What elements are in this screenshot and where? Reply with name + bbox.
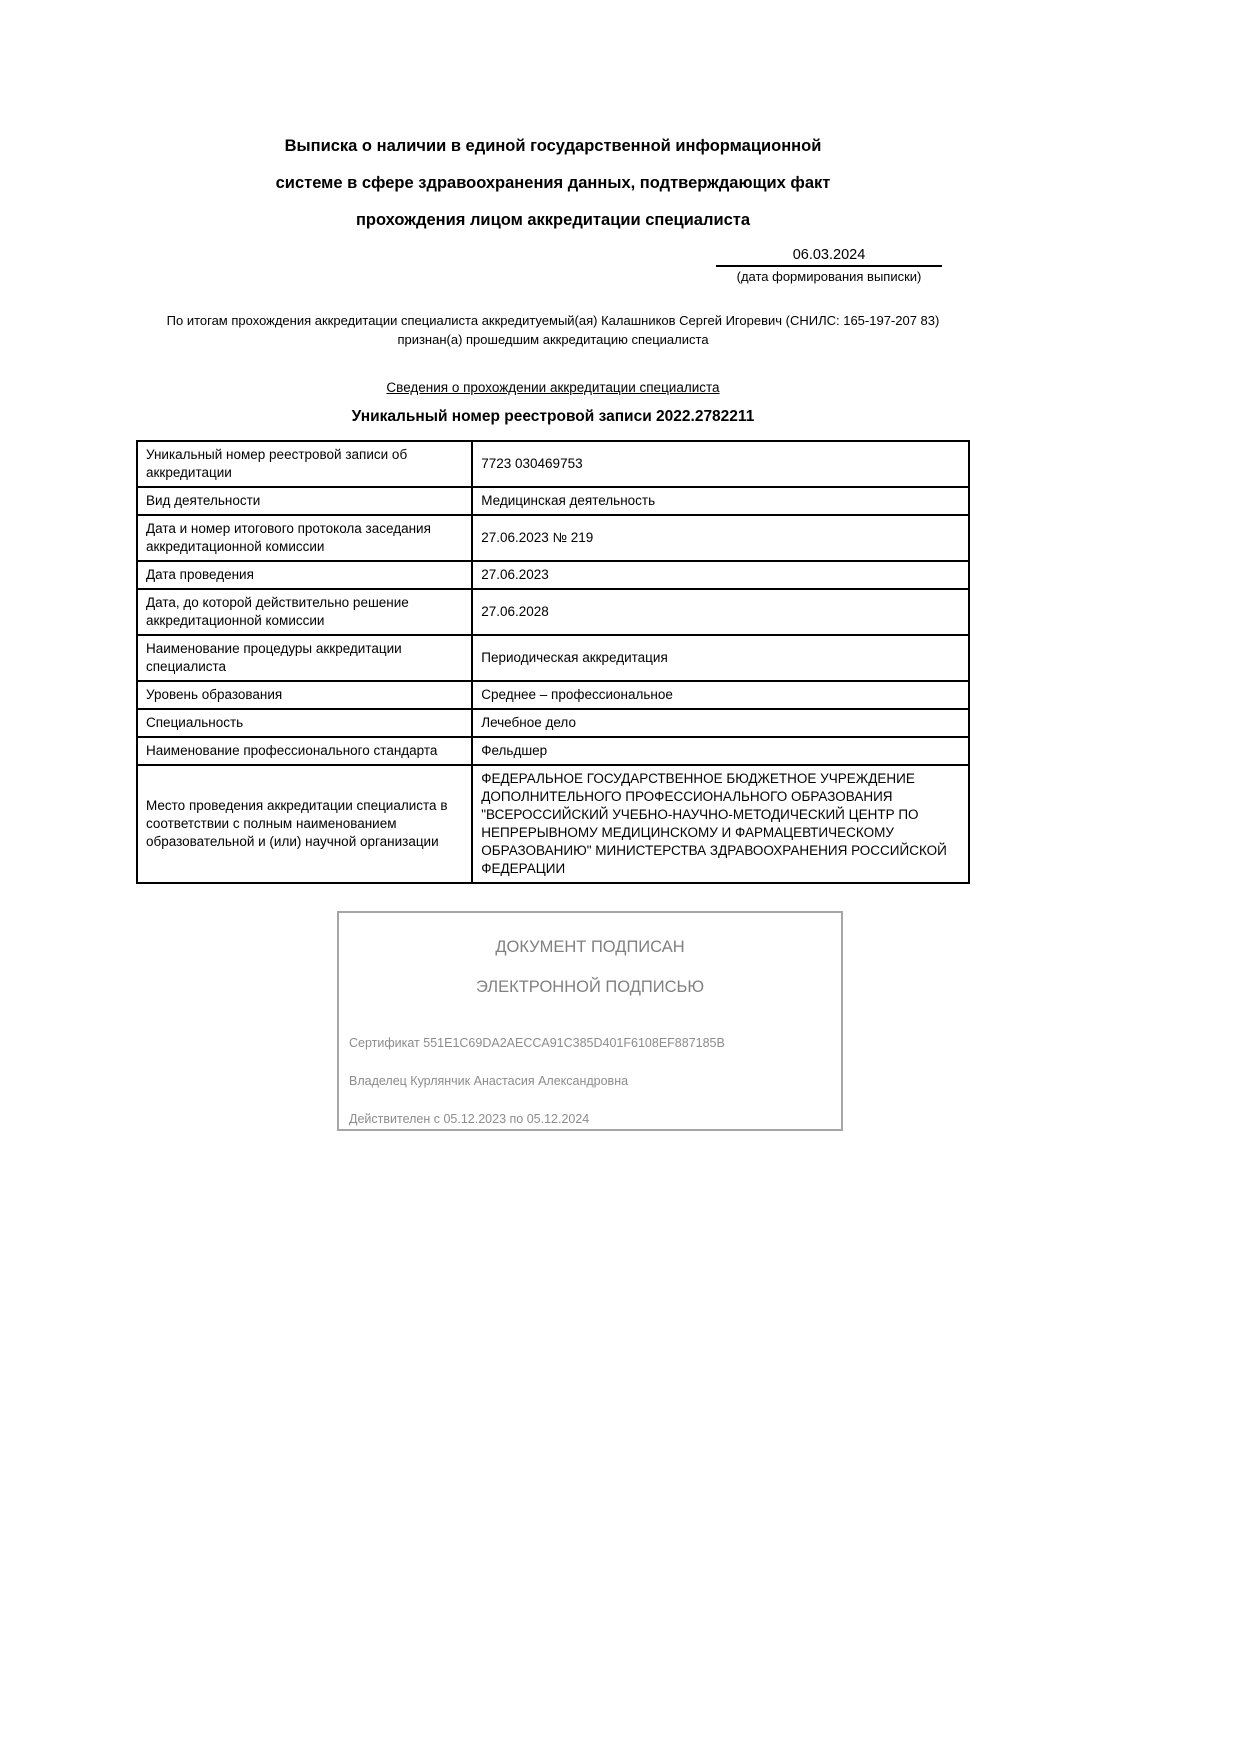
document-content	[136, 128, 970, 1131]
row-label: Уникальный номер реестровой записи об аккредитации	[137, 441, 472, 487]
table-row	[137, 681, 969, 709]
section-heading: Сведения о прохождении аккредитации специалиста	[386, 380, 720, 395]
row-label: Дата и номер итогового протокола заседания аккредитационной комиссии	[137, 515, 472, 561]
signature-header-line-2: ЭЛЕКТРОННОЙ ПОДПИСЬЮ	[475, 978, 705, 996]
row-label: Наименование профессионального стандарта	[137, 737, 472, 765]
row-label: Место проведения аккредитации специалиста в соответствии с полным наименованием образовательной и (или) научной организации	[137, 765, 472, 883]
document-title-line-1: Выписка о наличии в единой государственной информационной	[284, 137, 822, 155]
table-row	[137, 635, 969, 681]
row-value: 27.06.2023	[472, 561, 969, 589]
row-value: Лечебное дело	[472, 709, 969, 737]
table-row	[137, 737, 969, 765]
row-value: Медицинская деятельность	[472, 487, 969, 515]
signature-owner: Владелец Курлянчик Анастасия Александровна	[349, 1074, 629, 1088]
document-title-line-2: системе в сфере здравоохранения данных, подтверждающих факт	[275, 174, 831, 192]
row-label: Наименование процедуры аккредитации специалиста	[137, 635, 472, 681]
row-label: Уровень образования	[137, 681, 472, 709]
table-row	[137, 441, 969, 487]
signature-header	[349, 927, 831, 1007]
signature-header-line-1: ДОКУМЕНТ ПОДПИСАН	[495, 938, 685, 956]
row-label: Дата проведения	[137, 561, 472, 589]
table-row	[137, 765, 969, 883]
row-value: 7723 030469753	[472, 441, 969, 487]
formation-date-caption: (дата формирования выписки)	[736, 269, 922, 284]
table-row	[137, 709, 969, 737]
row-label: Специальность	[137, 709, 472, 737]
table-row	[137, 561, 969, 589]
accreditation-table	[136, 440, 970, 884]
row-value: 27.06.2023 № 219	[472, 515, 969, 561]
table-row	[137, 589, 969, 635]
intro-paragraph: По итогам прохождения аккредитации специалиста аккредитуемый(ая) Калашников Сергей Игоревич (СНИЛС: 165-197-207 83) признан(а) прошедшим аккредитацию специалиста	[166, 313, 940, 347]
row-value: 27.06.2028	[472, 589, 969, 635]
document-title	[136, 128, 970, 239]
document-title-line-3: прохождения лицом аккредитации специалиста	[355, 211, 751, 229]
row-label: Вид деятельности	[137, 487, 472, 515]
record-number-heading: Уникальный номер реестровой записи 2022.2782211	[351, 408, 755, 425]
row-value: ФЕДЕРАЛЬНОЕ ГОСУДАРСТВЕННОЕ БЮДЖЕТНОЕ УЧРЕЖДЕНИЕ ДОПОЛНИТЕЛЬНОГО ПРОФЕССИОНАЛЬНОГО ОБРАЗОВАНИЯ "ВСЕРОССИЙСКИЙ УЧЕБНО-НАУЧНО-МЕТОДИЧЕСКИЙ ЦЕНТР ПО НЕПРЕРЫВНОМУ МЕДИЦИНСКОМУ И ФАРМАЦЕВТИЧЕСКОМУ ОБРАЗОВАНИЮ" МИНИСТЕРСТВА ЗДРАВООХРАНЕНИЯ РОССИЙСКОЙ ФЕДЕРАЦИИ	[472, 765, 969, 883]
table-row	[137, 487, 969, 515]
electronic-signature-stamp	[337, 911, 843, 1131]
formation-date-block	[716, 247, 942, 284]
row-value: Периодическая аккредитация	[472, 635, 969, 681]
signature-validity: Действителен с 05.12.2023 по 05.12.2024	[349, 1112, 590, 1126]
row-label: Дата, до которой действительно решение аккредитационной комиссии	[137, 589, 472, 635]
signature-details	[349, 1031, 831, 1131]
signature-certificate: Сертификат 551E1C69DA2AECCA91C385D401F6108EF887185B	[349, 1036, 725, 1050]
row-value: Фельдшер	[472, 737, 969, 765]
formation-date: 06.03.2024	[716, 247, 942, 267]
table-row	[137, 515, 969, 561]
row-value: Среднее – профессиональное	[472, 681, 969, 709]
